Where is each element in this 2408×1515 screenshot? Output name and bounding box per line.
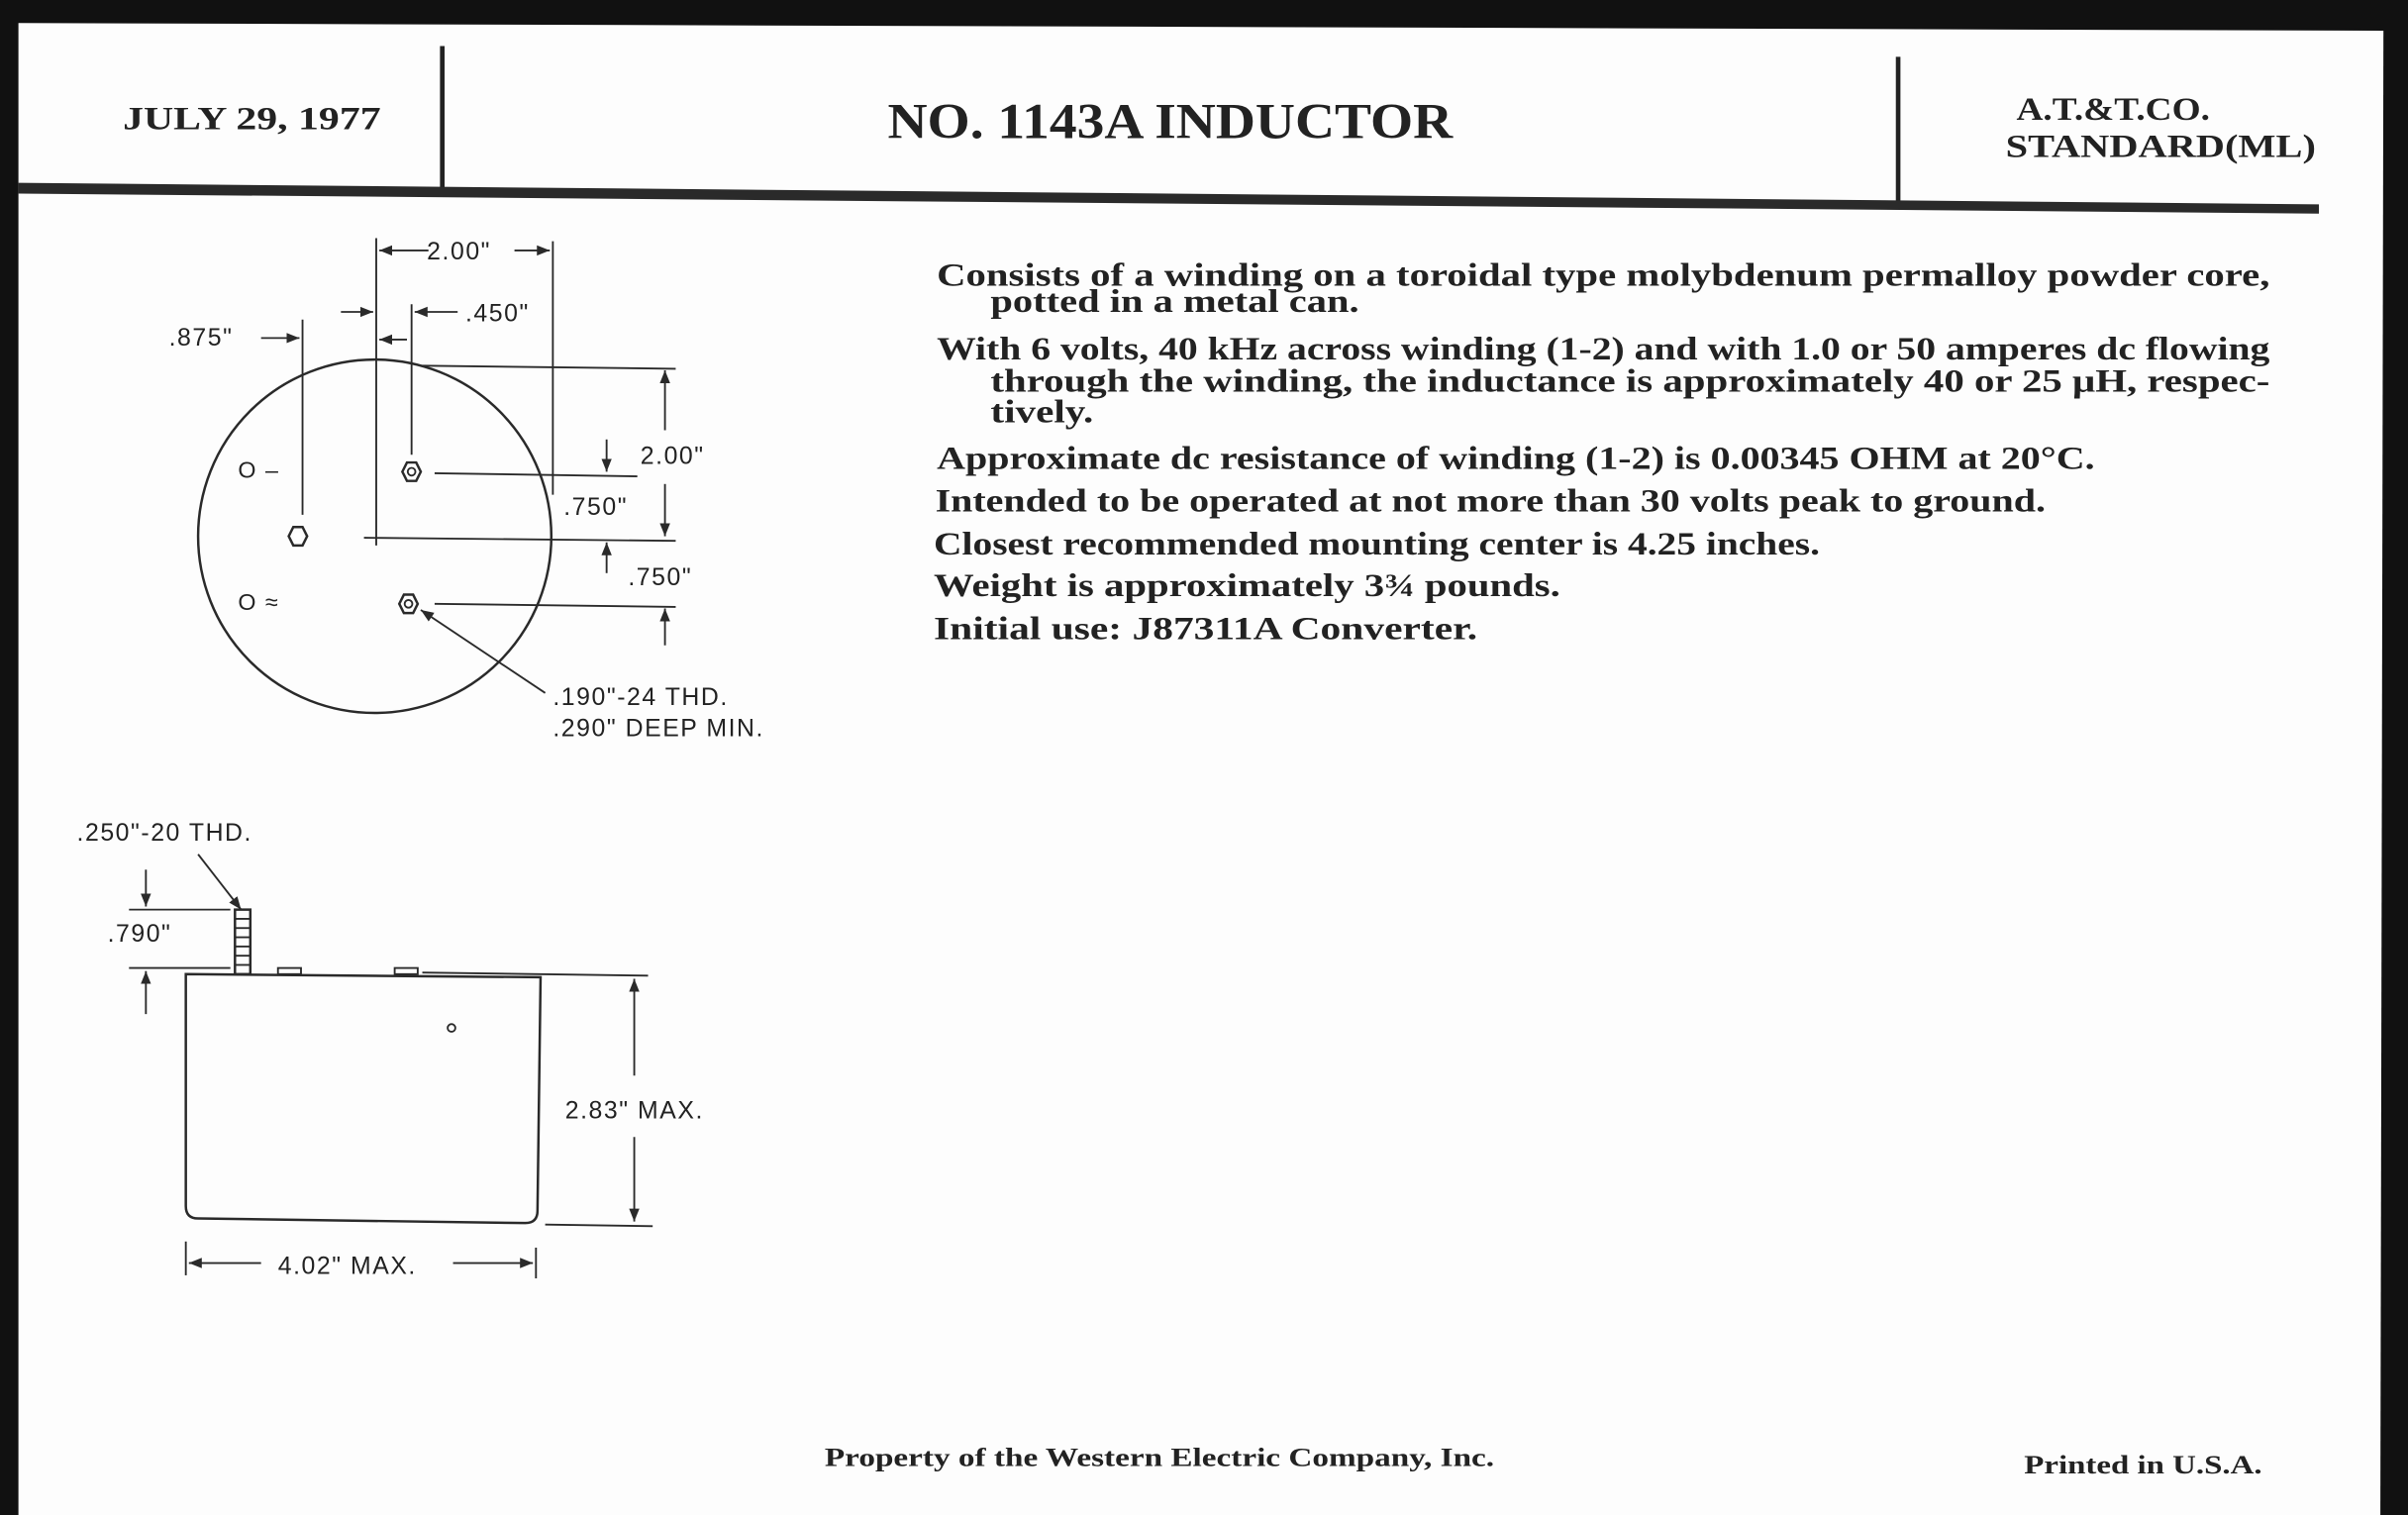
description-line: potted in a metal can. (990, 283, 1359, 321)
dim-750-lower-label: .750" (628, 564, 693, 592)
height-label: 2.83" MAX. (564, 1097, 704, 1125)
description-line: Weight is approximately 3¾ pounds. (934, 568, 1560, 605)
date-label: JULY 29, 1977 (123, 101, 381, 138)
dim-750-upper-label: .750" (563, 493, 629, 521)
description-line: Consists of a winding on a toroidal type molybdenum permalloy powder core, (937, 257, 2270, 294)
dim-width-label: 2.00" (427, 239, 492, 266)
stud-height-label: .790" (107, 921, 172, 949)
terminal-1-label: O – (238, 456, 280, 483)
description-line: through the winding, the inductance is approximately 40 or 25 μH, respec- (990, 363, 2270, 400)
printed-notice: Printed in U.S.A. (2024, 1451, 2262, 1480)
dim-450-label: .450" (464, 300, 530, 328)
width-label: 4.02" MAX. (277, 1253, 417, 1280)
paper-sheet (19, 23, 2384, 1515)
terminal-2-label: O ≈ (238, 589, 280, 616)
thread-note-2: .290" DEEP MIN. (552, 715, 764, 743)
standard-line-2: STANDARD(ML) (2005, 129, 2316, 165)
dim-875-label: .875" (168, 325, 234, 353)
description-line: With 6 volts, 40 kHz across winding (1-2) and with 1.0 or 50 amperes dc flowing (937, 332, 2270, 368)
dim-height-label: 2.00" (640, 443, 705, 470)
description-line: Initial use: J87311A Converter. (934, 611, 1478, 648)
description-line: Intended to be operated at not more than 30 volts peak to ground. (935, 483, 2046, 520)
property-notice: Property of the Western Electric Company, Inc. (824, 1443, 1495, 1472)
stud-thread-label: .250"-20 THD. (76, 819, 252, 847)
description-line: Closest recommended mounting center is 4.25 inches. (934, 527, 1820, 563)
standard-line-1: A.T.&T.CO. (2016, 92, 2210, 129)
thread-note-1: .190"-24 THD. (552, 684, 729, 712)
description-line: Approximate dc resistance of winding (1-2) is 0.00345 OHM at 20°C. (937, 441, 2095, 477)
page-title: NO. 1143A INDUCTOR (887, 93, 1455, 151)
description-line: tively. (990, 394, 1094, 431)
